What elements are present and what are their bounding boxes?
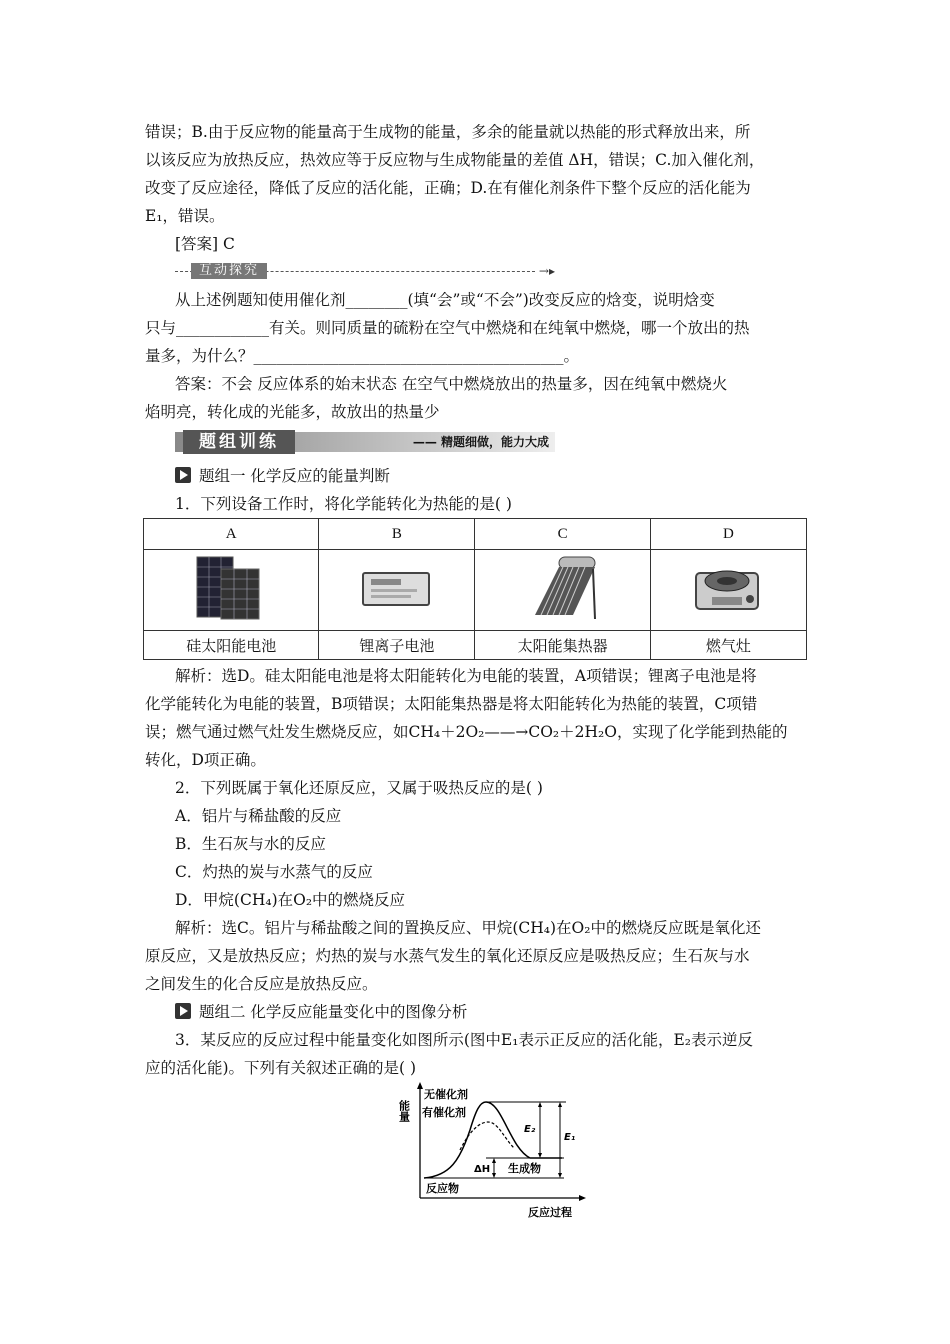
x-axis-label: 反应过程 — [528, 1206, 572, 1219]
series-label-uncatalyzed: 无催化剂 — [424, 1088, 468, 1101]
paragraph-line: 改变了反应途径，降低了反应的活化能，正确；D.在有催化剂条件下整个反应的活化能为 — [145, 179, 751, 197]
arrow-head-icon — [492, 1158, 496, 1163]
solar-panel-icon — [191, 553, 271, 623]
inquiry-answer-line: 答案：不会 反应体系的始末状态 在空气中燃烧放出的热量多，因在纯氧中燃烧火 — [175, 375, 728, 393]
inquiry-answer-line: 焰明亮，转化成的光能多，故放出的热量少 — [145, 403, 440, 421]
practice-banner — [175, 430, 555, 454]
x-axis-arrow-icon — [579, 1195, 586, 1201]
arrow-icon: →▸ — [538, 264, 555, 278]
analysis-line: 原反应，又是放热反应；灼热的炭与水蒸气发生的氧化还原反应是吸热反应；生石灰与水 — [145, 947, 750, 965]
solar-water-heater-icon — [523, 553, 603, 623]
banner-title: 题组训练 — [183, 430, 295, 454]
e2-label: E₂ — [524, 1124, 536, 1135]
arrow-head-icon — [558, 1173, 562, 1178]
table-header-cell: D — [650, 519, 806, 550]
table-image-cell — [650, 550, 806, 631]
y-axis-arrow-icon — [417, 1082, 423, 1089]
gas-stove-icon — [688, 553, 768, 623]
answer-line: [答案] C — [175, 235, 235, 253]
group-title: 题组一 化学反应的能量判断 — [199, 467, 390, 485]
paragraph-line: 以该反应为放热反应，热效应等于反应物与生成物能量的差值 ΔH，错误；C.加入催化剂， — [145, 151, 765, 169]
table-label-cell: 硅太阳能电池 — [144, 631, 319, 660]
table-header-cell: A — [144, 519, 319, 550]
options-table — [143, 518, 807, 660]
analysis-line: 解析：选C。铝片与稀盐酸之间的置换反应、甲烷(CH₄)在O₂中的燃烧反应既是氧化还 — [175, 919, 761, 937]
reactant-label: 反应物 — [426, 1182, 459, 1195]
table-label-cell: 太阳能集热器 — [475, 631, 650, 660]
question-stem: 2．下列既属于氧化还原反应，又属于吸热反应的是( ) — [175, 779, 543, 797]
play-triangle-icon — [175, 467, 191, 483]
e1-label: E₁ — [564, 1132, 576, 1143]
option-item: B．生石灰与水的反应 — [175, 835, 326, 853]
series-label-catalyzed: 有催化剂 — [422, 1106, 466, 1119]
play-triangle-icon — [175, 1003, 191, 1019]
question-stem: 应的活化能)。下列有关叙述正确的是( ) — [145, 1059, 417, 1077]
inquiry-line: 只与____________有关。则同质量的硫粉在空气中燃烧和在纯氧中燃烧，哪一个放出的热 — [145, 319, 750, 337]
table-image-cell — [475, 550, 650, 631]
table-image-cell — [319, 550, 475, 631]
option-item: C．灼热的炭与水蒸气的反应 — [175, 863, 373, 881]
banner-subtitle: —— 精题细做，能力大成 — [412, 435, 549, 449]
analysis-line: 转化，D项正确。 — [145, 751, 266, 769]
inquiry-line: 从上述例题知使用催化剂________(填“会”或“不会”)改变反应的焓变，说明焓变 — [175, 291, 715, 309]
analysis-line: 解析：选D。硅太阳能电池是将太阳能转化为电能的装置，A项错误；锂离子电池是将 — [175, 667, 757, 685]
inquiry-title: 互动探究 — [191, 263, 267, 279]
lithium-battery-icon — [357, 563, 437, 613]
question-stem: 3．某反应的反应过程中能量变化如图所示(图中E₁表示正反应的活化能，E₂表示逆反 — [175, 1031, 753, 1049]
group-heading — [175, 466, 390, 486]
group-title: 题组二 化学反应能量变化中的图像分析 — [199, 1003, 468, 1021]
analysis-line: 之间发生的化合反应是放热反应。 — [145, 975, 378, 993]
paragraph-line: 错误；B.由于反应物的能量高于生成物的能量，多余的能量就以热能的形式释放出来，所 — [145, 123, 751, 141]
table-label-cell: 锂离子电池 — [319, 631, 475, 660]
paragraph-line: E₁，错误。 — [145, 207, 225, 225]
dh-label: ΔH — [474, 1164, 491, 1175]
arrow-head-icon — [492, 1173, 496, 1178]
arrow-head-icon — [558, 1102, 562, 1107]
option-item: D．甲烷(CH₄)在O₂中的燃烧反应 — [175, 891, 406, 909]
analysis-line: 化学能转化为电能的装置，B项错误；太阳能集热器是将太阳能转化为热能的装置，C项错 — [145, 695, 758, 713]
analysis-line: 误；燃气通过燃气灶发生燃烧反应，如CH₄＋2O₂——→CO₂＋2H₂O，实现了化学能到热能的 — [145, 723, 788, 741]
product-label: 生成物 — [508, 1162, 541, 1175]
question-stem: 1．下列设备工作时，将化学能转化为热能的是( ) — [175, 495, 512, 513]
energy-diagram — [390, 1080, 600, 1220]
y-axis-label: 能量 — [397, 1100, 411, 1122]
option-item: A．铝片与稀盐酸的反应 — [175, 807, 342, 825]
table-label-cell: 燃气灶 — [650, 631, 806, 660]
arrow-head-icon — [538, 1102, 542, 1107]
table-header-cell: B — [319, 519, 475, 550]
inquiry-line: 量多，为什么？________________________________________。 — [145, 347, 580, 365]
group-heading — [175, 1002, 467, 1022]
table-header-cell: C — [475, 519, 650, 550]
table-image-cell — [144, 550, 319, 631]
interactive-inquiry-divider — [175, 263, 555, 279]
